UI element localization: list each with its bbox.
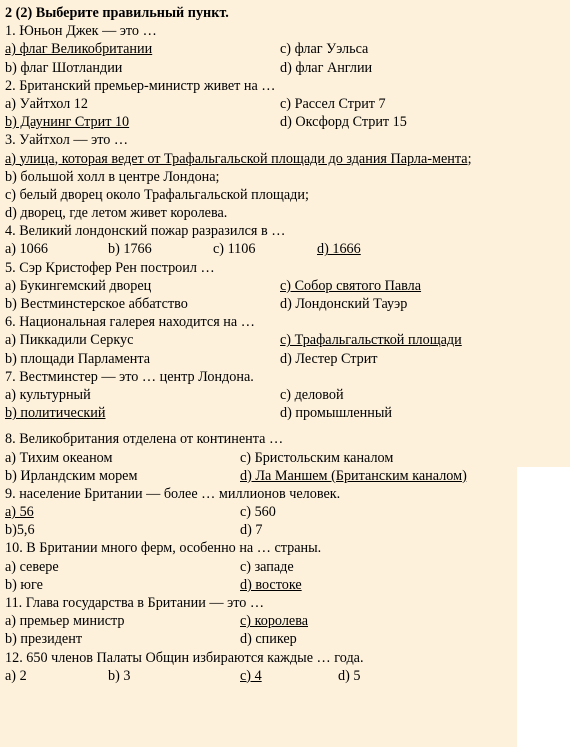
q7-options-row-1 (5, 386, 560, 404)
q1-option-b: b) флаг Шотландии (5, 59, 123, 76)
q9-option-b: b)5,6 (5, 522, 35, 539)
q5-option-d: d) Лондонский Тауэр (280, 296, 408, 313)
q7-option-b: b) политический (5, 405, 106, 422)
task-title: 2 (2) Выберите правильный пункт. (5, 5, 229, 21)
q12-options-row (5, 667, 560, 685)
q10-options-row-2 (5, 576, 560, 594)
q7-option-c: c) деловой (280, 386, 344, 403)
q11-options-row-1 (5, 612, 560, 630)
q12-option-d: d) 5 (338, 667, 361, 684)
q8-options-row-2 (5, 467, 560, 485)
q11-option-c: c) королева (240, 613, 309, 630)
q3-option-d: d) дворец, где летом живет королева. (5, 205, 228, 222)
q11-option-b: b) президент (5, 631, 83, 648)
q8-option-a: a) Тихим океаном (5, 449, 113, 466)
q12-option-a: a) 2 (5, 667, 27, 684)
q11-options-row-2 (5, 630, 560, 648)
q9-option-a: a) 56 (5, 504, 34, 521)
q4-option-b: b) 1766 (108, 241, 152, 258)
q9-option-c: c) 560 (240, 504, 276, 521)
q1-option-c: c) флаг Уэльса (280, 41, 369, 58)
q6-option-b: b) площади Парламента (5, 350, 151, 367)
q8-option-d: d) Ла Маншем (Британским каналом) (240, 467, 467, 484)
question-10: 10. В Британии много ферм, особенно на … страны. (5, 540, 322, 557)
q4-options-row (5, 240, 560, 258)
question-12: 12. 650 членов Палаты Общин избираются каждые … года. (5, 649, 364, 666)
question-11: 11. Глава государства в Британии — это … (5, 595, 265, 612)
q6-option-d: d) Лестер Стрит (280, 350, 378, 367)
q12-option-b: b) 3 (108, 667, 131, 684)
q5-option-b: b) Вестминстерское аббатство (5, 296, 188, 313)
q3-option-a: a) улица, которая ведет от Трафальгальской площади до здания Парла-мента; (5, 150, 472, 167)
q2-options-row-2 (5, 113, 560, 131)
question-1: 1. Юньон Джек — это … (5, 23, 157, 40)
question-5: 5. Сэр Кристофер Рен построил … (5, 259, 215, 276)
question-7: 7. Вестминстер — это … центр Лондона. (5, 368, 254, 385)
q10-option-d: d) востоке (240, 576, 302, 593)
q4-option-a: a) 1066 (5, 241, 48, 258)
section-gap (5, 422, 560, 430)
q6-option-a: a) Пиккадили Серкус (5, 332, 134, 349)
q11-option-a: a) премьер министр (5, 613, 125, 630)
q3-option-c: c) белый дворец около Трафальгальской площади; (5, 186, 309, 203)
question-2: 2. Британский премьер-министр живет на … (5, 77, 276, 94)
quiz-content (5, 4, 560, 685)
q6-option-c: c) Трафальгальсткой площади (280, 332, 462, 349)
q8-option-b: b) Ирландским морем (5, 467, 138, 484)
q6-options-row-1 (5, 331, 560, 349)
question-3: 3. Уайтхол — это … (5, 132, 129, 149)
q10-option-c: c) западе (240, 558, 294, 575)
q8-option-c: c) Бристольским каналом (240, 449, 394, 466)
q11-option-d: d) спикер (240, 631, 297, 648)
q12-option-c: c) 4 (240, 667, 262, 684)
q10-option-b: b) юге (5, 576, 43, 593)
question-4: 4. Великий лондонский пожар разразился в … (5, 223, 286, 240)
q9-options-row-2 (5, 521, 560, 539)
q1-option-a: a) флаг Великобритании (5, 41, 153, 58)
q2-option-a: a) Уайтхол 12 (5, 95, 88, 112)
q10-option-a: a) севере (5, 558, 59, 575)
q5-option-a: a) Букингемский дворец (5, 277, 152, 294)
q10-options-row-1 (5, 558, 560, 576)
q2-option-b: b) Даунинг Стрит 10 (5, 114, 130, 131)
question-9: 9. население Британии — более … миллионов человек. (5, 485, 341, 502)
q6-options-row-2 (5, 350, 560, 368)
q2-options-row-1 (5, 95, 560, 113)
q7-option-a: a) культурный (5, 386, 91, 403)
q1-option-d: d) флаг Англии (280, 59, 373, 76)
q4-option-c: c) 1106 (213, 241, 256, 258)
q8-options-row-1 (5, 449, 560, 467)
q5-options-row-2 (5, 295, 560, 313)
q9-options-row-1 (5, 503, 560, 521)
q7-options-row-2 (5, 404, 560, 422)
question-8: 8. Великобритания отделена от континента … (5, 431, 284, 448)
q7-option-d: d) промышленный (280, 405, 392, 422)
q1-options-row-1 (5, 40, 560, 58)
question-6: 6. Национальная галерея находится на … (5, 314, 255, 331)
q3-option-b: b) большой холл в центре Лондона; (5, 168, 220, 185)
q2-option-c: c) Рассел Стрит 7 (280, 95, 386, 112)
q2-option-d: d) Оксфорд Стрит 15 (280, 114, 407, 131)
q5-options-row-1 (5, 277, 560, 295)
q5-option-c: c) Собор святого Павла (280, 277, 422, 294)
q1-options-row-2 (5, 59, 560, 77)
q9-option-d: d) 7 (240, 522, 263, 539)
q4-option-d: d) 1666 (317, 241, 361, 258)
